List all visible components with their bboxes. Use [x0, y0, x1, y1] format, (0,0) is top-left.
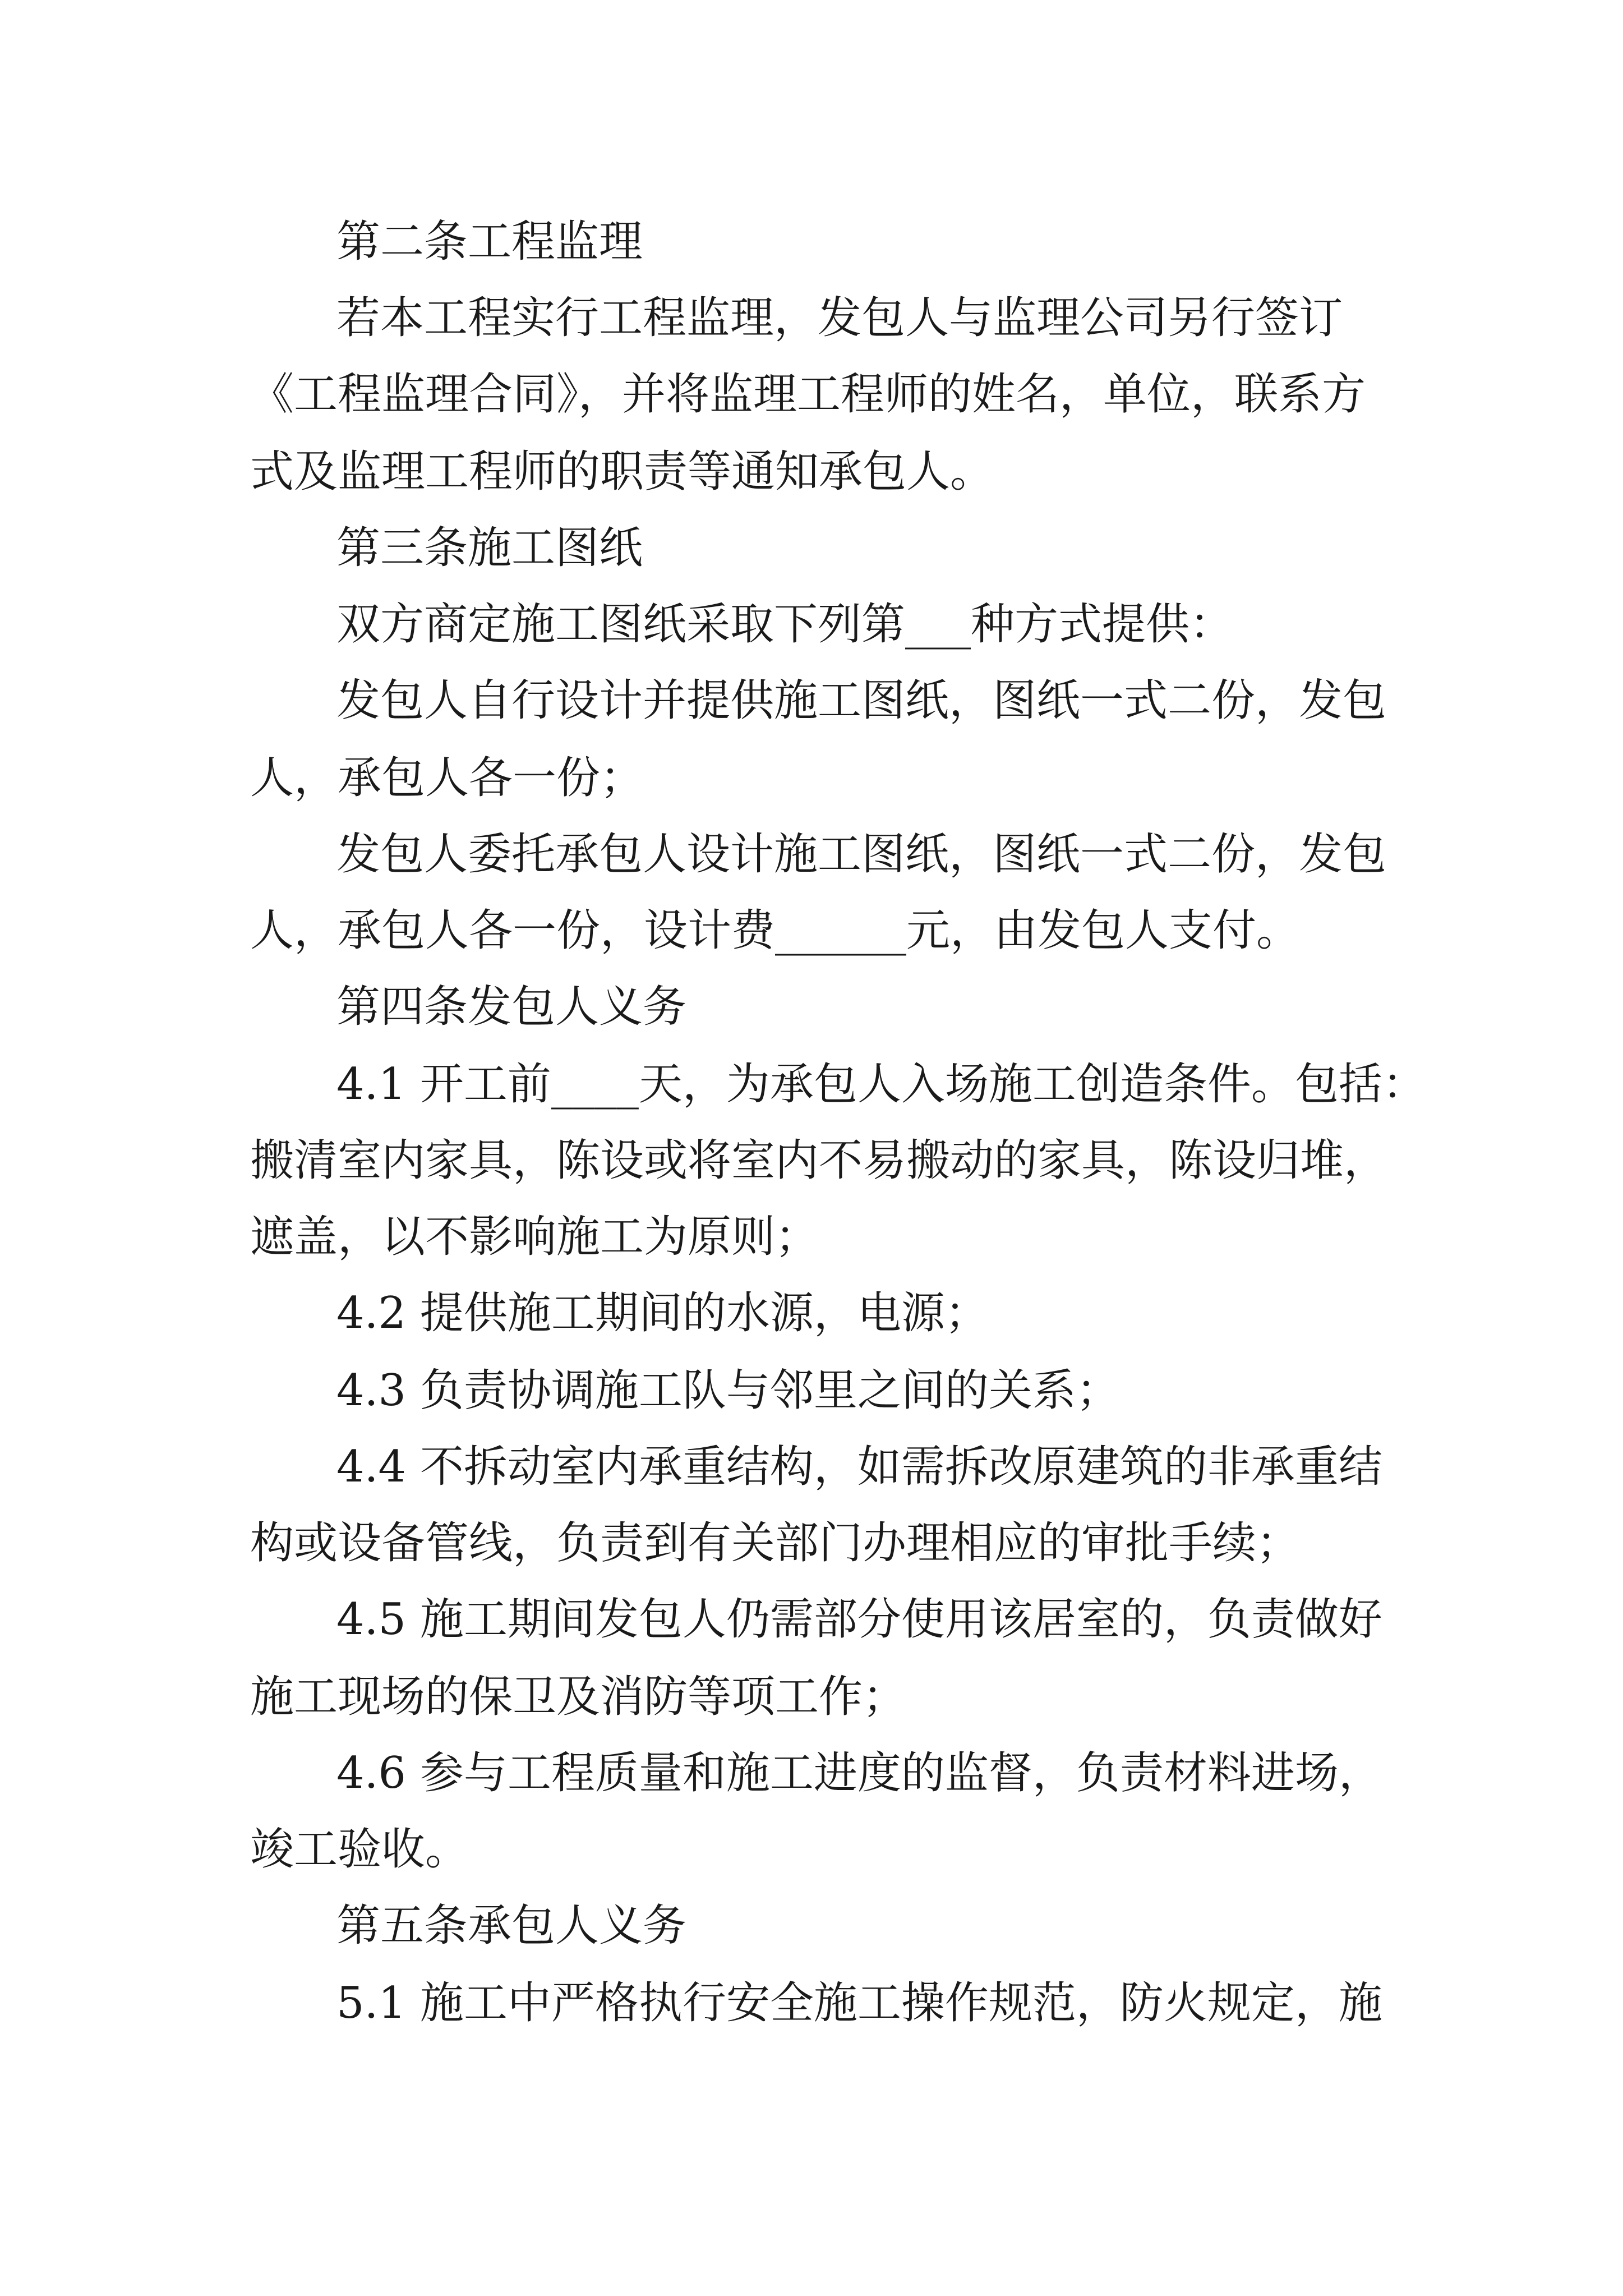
paragraph-line: 若本工程实行工程监理，发包人与监理公司另行签订	[336, 293, 1343, 343]
clause-4-5: 4.5 施工期间发包人仍需部分使用该居室的，负责做好	[336, 1594, 1382, 1645]
paragraph-line: 竣工验收。	[250, 1824, 469, 1875]
section-heading-3: 第三条施工图纸	[336, 523, 643, 573]
paragraph-line: 《工程监理合同》，并将监理工程师的姓名，单位，联系方	[250, 369, 1366, 420]
section-heading-4: 第四条发包人义务	[336, 982, 687, 1032]
paragraph-line: 搬清室内家具，陈设或将室内不易搬动的家具，陈设归堆，	[250, 1135, 1388, 1186]
paragraph-line: 发包人委托承包人设计施工图纸，图纸一式二份，发包	[336, 829, 1387, 880]
paragraph-line: 双方商定施工图纸采取下列第___种方式提供：	[336, 599, 1234, 650]
clause-4-4: 4.4 不拆动室内承重结构，如需拆改原建筑的非承重结	[336, 1442, 1382, 1492]
paragraph-line: 遮盖，以不影响施工为原则；	[250, 1212, 819, 1262]
clause-4-1: 4.1 开工前____天，为承包人入场施工创造条件。包括：	[336, 1059, 1426, 1110]
paragraph-line: 人，承包人各一份；	[250, 753, 644, 803]
clause-4-6: 4.6 参与工程质量和施工进度的监督，负责材料进场，	[336, 1748, 1382, 1798]
section-heading-5: 第五条承包人义务	[336, 1901, 687, 1951]
paragraph-line: 式及监理工程师的职责等通知承包人。	[250, 447, 994, 497]
paragraph-line: 施工现场的保卫及消防等项工作；	[250, 1672, 907, 1722]
clause-4-2: 4.2 提供施工期间的水源，电源；	[336, 1288, 989, 1338]
clause-5-1: 5.1 施工中严格执行安全施工操作规范，防火规定，施	[336, 1978, 1382, 2028]
paragraph-line: 发包人自行设计并提供施工图纸，图纸一式二份，发包	[336, 675, 1387, 726]
section-heading-2: 第二条工程监理	[336, 217, 643, 267]
paragraph-line: 构或设备管线，负责到有关部门办理相应的审批手续；	[250, 1518, 1301, 1568]
clause-4-3: 4.3 负责协调施工队与邻里之间的关系；	[336, 1365, 1120, 1416]
paragraph-line: 人，承包人各一份，设计费______元，由发包人支付。	[250, 905, 1301, 956]
